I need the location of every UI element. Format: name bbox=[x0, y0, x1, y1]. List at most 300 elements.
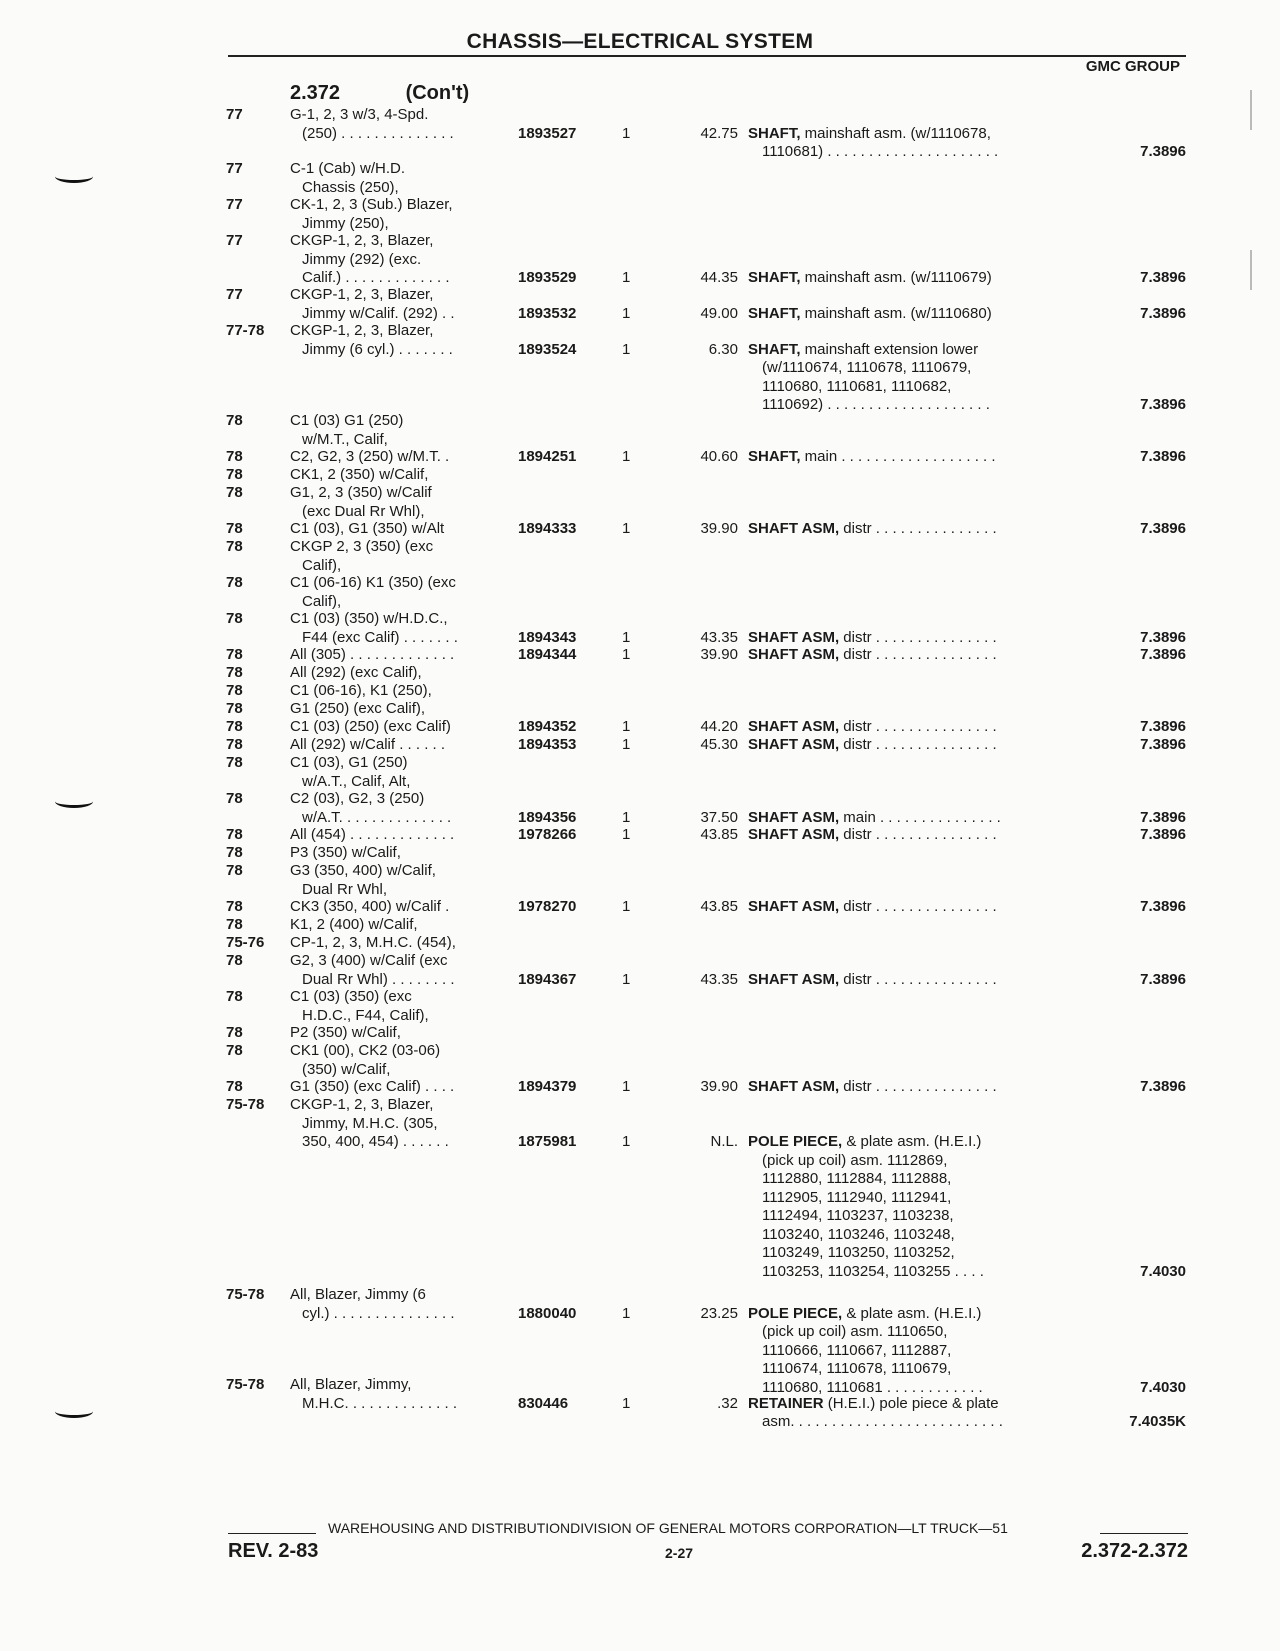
application bbox=[290, 1096, 505, 1152]
application-line: C2, G2, 3 (250) w/M.T. . bbox=[290, 448, 450, 465]
application-line: (exc Dual Rr Whl), bbox=[302, 502, 425, 520]
part-name: RETAINER bbox=[748, 1394, 824, 1412]
quantity: 1 bbox=[622, 1078, 631, 1095]
description-text: mainshaft asm. (w/1110680) bbox=[804, 304, 992, 322]
application-line: w/M.T., Calif, bbox=[302, 430, 388, 448]
group-number: 7.3896 bbox=[1140, 1078, 1186, 1095]
application bbox=[290, 574, 505, 611]
list-price: 44.20 bbox=[700, 718, 738, 735]
application-line: All (292) (exc Calif), bbox=[290, 664, 422, 681]
application bbox=[290, 682, 505, 701]
application-line: P2 (350) w/Calif, bbox=[290, 1024, 401, 1041]
group-number: 7.3896 bbox=[1140, 970, 1186, 988]
application-line: CK-1, 2, 3 (Sub.) Blazer, bbox=[290, 196, 453, 213]
application-line: G3 (350, 400) w/Calif, bbox=[290, 862, 436, 879]
application-line: CKGP 2, 3 (350) (exc bbox=[290, 538, 434, 555]
application-line: Jimmy, M.H.C. (305, bbox=[302, 1114, 438, 1132]
description bbox=[748, 826, 1068, 845]
quantity: 1 bbox=[622, 736, 631, 753]
description-text: mainshaft asm. (w/1110678, bbox=[804, 124, 991, 142]
model-year: 77-78 bbox=[226, 322, 265, 339]
part-number: 1893529 bbox=[518, 269, 577, 286]
application bbox=[290, 754, 505, 791]
quantity: 1 bbox=[622, 718, 631, 735]
part-number: 1894379 bbox=[518, 1078, 577, 1095]
application bbox=[290, 1042, 505, 1079]
model-year: 78 bbox=[226, 718, 243, 735]
description-line bbox=[748, 305, 1068, 324]
description-line: asm. . . . . . . . . . . . . . . . . . . . . . . . . . bbox=[762, 1413, 1003, 1430]
application-line: G1 (350) (exc Calif) . . . . bbox=[290, 1078, 455, 1095]
application-line: w/A.T., Calif, Alt, bbox=[302, 772, 411, 790]
application bbox=[290, 952, 505, 989]
footer-revision: REV. 2-83 bbox=[228, 1540, 319, 1562]
part-name: SHAFT, bbox=[748, 304, 801, 322]
description-line bbox=[748, 629, 1068, 648]
part-number: 1893532 bbox=[518, 304, 577, 322]
application-line: CKGP-1, 2, 3, Blazer, bbox=[290, 232, 434, 249]
description bbox=[748, 898, 1068, 917]
application-line: Chassis (250), bbox=[302, 178, 399, 196]
description-text: distr . . . . . . . . . . . . . . . bbox=[843, 520, 997, 537]
part-number: 1894343 bbox=[518, 628, 577, 646]
application-line: CK3 (350, 400) w/Calif . bbox=[290, 898, 450, 915]
list-price: 6.30 bbox=[708, 340, 738, 358]
part-name: SHAFT, bbox=[748, 448, 801, 465]
part-number: 830446 bbox=[518, 1394, 569, 1412]
description-line bbox=[748, 826, 1068, 845]
model-year: 78 bbox=[226, 466, 243, 483]
description-line: 1110666, 1110667, 1112887, bbox=[762, 1341, 952, 1359]
group-number: 7.3896 bbox=[1140, 269, 1186, 286]
description-line: 1103240, 1103246, 1103248, bbox=[762, 1225, 955, 1243]
description-line: 1110680, 1110681, 1110682, bbox=[762, 377, 952, 395]
application bbox=[290, 862, 505, 899]
description-line bbox=[748, 1133, 1068, 1152]
scan-artifact bbox=[1250, 250, 1252, 290]
model-year: 78 bbox=[226, 898, 243, 915]
application-line: CK1 (00), CK2 (03-06) bbox=[290, 1042, 441, 1059]
quantity: 1 bbox=[622, 340, 631, 358]
part-name: SHAFT, bbox=[748, 124, 801, 142]
quantity: 1 bbox=[622, 1394, 631, 1412]
part-name: POLE PIECE, bbox=[748, 1304, 843, 1322]
description-line: 1103253, 1103254, 1103255 . . . . bbox=[762, 1262, 984, 1280]
application-line: C1 (03) (350) (exc bbox=[290, 988, 412, 1005]
application-line: CKGP-1, 2, 3, Blazer, bbox=[290, 322, 434, 339]
description-text: distr . . . . . . . . . . . . . . . bbox=[843, 898, 997, 915]
group-column-label: GMC GROUP bbox=[1085, 58, 1180, 75]
description-text: (H.E.I.) pole piece & plate bbox=[827, 1394, 999, 1412]
binding-mark bbox=[55, 795, 95, 805]
binding-mark bbox=[55, 1405, 95, 1415]
part-name: SHAFT ASM, bbox=[748, 826, 840, 843]
application-line: C1 (03), G1 (250) bbox=[290, 754, 408, 771]
description-text: mainshaft extension lower bbox=[804, 340, 979, 358]
quantity: 1 bbox=[622, 304, 631, 322]
application-line: Dual Rr Whl, bbox=[302, 880, 388, 898]
group-number: 7.3896 bbox=[1140, 826, 1186, 843]
application bbox=[290, 790, 505, 827]
description bbox=[748, 305, 1068, 324]
model-year: 78 bbox=[226, 826, 243, 843]
group-number: 7.3896 bbox=[1140, 520, 1186, 537]
description-line bbox=[748, 125, 1068, 144]
description bbox=[748, 629, 1068, 648]
model-year: 78 bbox=[226, 664, 243, 681]
description-text: distr . . . . . . . . . . . . . . . bbox=[843, 736, 997, 753]
application bbox=[290, 700, 505, 719]
description-line bbox=[748, 448, 1068, 467]
description-line bbox=[748, 1395, 1068, 1414]
footer-publisher: WAREHOUSING AND DISTRIBUTIONDIVISION OF GENERAL MOTORS CORPORATION—LT TRUCK—51 bbox=[328, 1520, 1008, 1536]
group-number: 7.3896 bbox=[1140, 304, 1186, 322]
list-price: 39.90 bbox=[700, 1078, 738, 1095]
model-year: 78 bbox=[226, 682, 243, 699]
application bbox=[290, 232, 505, 288]
quantity: 1 bbox=[622, 970, 631, 988]
description bbox=[748, 1305, 1068, 1398]
section-continued: (Con't) bbox=[405, 82, 470, 104]
description-line: 1112905, 1112940, 1112941, bbox=[762, 1188, 952, 1206]
list-price: 43.35 bbox=[700, 970, 738, 988]
application-line: All, Blazer, Jimmy (6 bbox=[290, 1286, 426, 1303]
description-line bbox=[748, 520, 1068, 539]
description-line: 1112880, 1112884, 1112888, bbox=[762, 1170, 952, 1187]
application-line: H.D.C., F44, Calif), bbox=[302, 1006, 429, 1024]
application-line: CK1, 2 (350) w/Calif, bbox=[290, 466, 429, 483]
application-line: (250) . . . . . . . . . . . . . . bbox=[302, 124, 454, 142]
model-year: 78 bbox=[226, 736, 243, 753]
quantity: 1 bbox=[622, 1304, 631, 1322]
application-line: G1 (250) (exc Calif), bbox=[290, 700, 426, 717]
part-number: 1894356 bbox=[518, 808, 577, 826]
description-text: distr . . . . . . . . . . . . . . . bbox=[843, 646, 997, 663]
model-year: 78 bbox=[226, 862, 243, 879]
list-price: .32 bbox=[717, 1394, 738, 1412]
group-number: 7.4030 bbox=[1140, 1262, 1186, 1280]
model-year: 78 bbox=[226, 916, 243, 933]
part-name: SHAFT ASM, bbox=[748, 970, 840, 988]
application-line: (350) w/Calif, bbox=[302, 1060, 391, 1078]
quantity: 1 bbox=[622, 646, 631, 663]
application-line: Jimmy (292) (exc. bbox=[302, 250, 422, 268]
description bbox=[748, 448, 1068, 467]
description bbox=[748, 971, 1068, 990]
part-name: POLE PIECE, bbox=[748, 1133, 843, 1150]
group-number: 7.3896 bbox=[1140, 448, 1186, 465]
part-name: SHAFT ASM, bbox=[748, 646, 840, 663]
description-line bbox=[748, 809, 1068, 828]
application bbox=[290, 1078, 505, 1097]
model-year: 78 bbox=[226, 700, 243, 717]
model-year: 78 bbox=[226, 520, 243, 537]
group-number: 7.3896 bbox=[1140, 808, 1186, 826]
description-text: mainshaft asm. (w/1110679) bbox=[804, 269, 992, 286]
group-number: 7.3896 bbox=[1140, 396, 1186, 413]
quantity: 1 bbox=[622, 269, 631, 286]
part-number: 1893527 bbox=[518, 124, 577, 142]
application-line: C1 (03) (350) w/H.D.C., bbox=[290, 610, 448, 627]
model-year: 78 bbox=[226, 574, 243, 591]
part-name: SHAFT ASM, bbox=[748, 718, 840, 735]
application-line: C1 (03) G1 (250) bbox=[290, 412, 404, 429]
part-number: 1893524 bbox=[518, 340, 577, 358]
quantity: 1 bbox=[622, 124, 631, 142]
part-number: 1894352 bbox=[518, 718, 577, 735]
model-year: 78 bbox=[226, 1042, 243, 1059]
model-year: 78 bbox=[226, 412, 243, 429]
description-line bbox=[748, 736, 1068, 755]
application-line: 350, 400, 454) . . . . . . bbox=[302, 1133, 449, 1150]
application bbox=[290, 664, 505, 683]
quantity: 1 bbox=[622, 448, 631, 465]
application-line: G1, 2, 3 (350) w/Calif bbox=[290, 484, 432, 501]
application bbox=[290, 412, 505, 449]
list-price: N.L. bbox=[710, 1133, 738, 1150]
group-number: 7.3896 bbox=[1140, 628, 1186, 646]
application bbox=[290, 196, 505, 233]
model-year: 78 bbox=[226, 484, 243, 501]
description bbox=[748, 341, 1068, 415]
application-line: All (305) . . . . . . . . . . . . . bbox=[290, 646, 455, 663]
footer-rule-left bbox=[228, 1533, 316, 1534]
application-line: CKGP-1, 2, 3, Blazer, bbox=[290, 286, 434, 303]
binding-mark bbox=[55, 170, 95, 180]
model-year: 75-78 bbox=[226, 1096, 265, 1113]
application bbox=[290, 1286, 505, 1323]
part-number: 1894333 bbox=[518, 520, 577, 537]
description-text: main . . . . . . . . . . . . . . . bbox=[843, 808, 1001, 826]
application-line: G2, 3 (400) w/Calif (exc bbox=[290, 952, 448, 969]
description-line: 1110674, 1110678, 1110679, bbox=[762, 1360, 952, 1377]
application-line: All, Blazer, Jimmy, bbox=[290, 1376, 412, 1393]
part-name: SHAFT ASM, bbox=[748, 808, 840, 826]
application-line: Calif.) . . . . . . . . . . . . . bbox=[302, 269, 450, 286]
application bbox=[290, 988, 505, 1025]
application bbox=[290, 736, 505, 755]
group-number: 7.3896 bbox=[1140, 646, 1186, 663]
quantity: 1 bbox=[622, 628, 631, 646]
model-year: 77 bbox=[226, 160, 243, 177]
application-line: cyl.) . . . . . . . . . . . . . . . bbox=[302, 1304, 455, 1322]
section-number: 2.372 bbox=[290, 82, 341, 104]
list-price: 37.50 bbox=[700, 808, 738, 826]
model-year: 78 bbox=[226, 952, 243, 969]
model-year: 78 bbox=[226, 610, 243, 627]
description-text: & plate asm. (H.E.I.) bbox=[846, 1133, 982, 1150]
description-text: distr . . . . . . . . . . . . . . . bbox=[843, 970, 997, 988]
application-line: C-1 (Cab) w/H.D. bbox=[290, 160, 406, 177]
model-year: 78 bbox=[226, 1024, 243, 1041]
application-line: Jimmy w/Calif. (292) . . bbox=[302, 304, 455, 322]
application bbox=[290, 448, 505, 467]
application-line: C1 (06-16) K1 (350) (exc bbox=[290, 574, 456, 591]
description bbox=[748, 1078, 1068, 1097]
model-year: 78 bbox=[226, 448, 243, 465]
application-line: K1, 2 (400) w/Calif, bbox=[290, 916, 418, 933]
quantity: 1 bbox=[622, 826, 631, 843]
scan-artifact bbox=[1250, 90, 1252, 130]
description-text: distr . . . . . . . . . . . . . . . bbox=[843, 628, 997, 646]
list-price: 40.60 bbox=[700, 448, 738, 465]
part-number: 1875981 bbox=[518, 1133, 577, 1150]
description bbox=[748, 736, 1068, 755]
application-line: C1 (06-16), K1 (250), bbox=[290, 682, 432, 699]
group-number: 7.3896 bbox=[1140, 718, 1186, 735]
application bbox=[290, 826, 505, 845]
application bbox=[290, 322, 505, 359]
model-year: 77 bbox=[226, 286, 243, 303]
application-line: P3 (350) w/Calif, bbox=[290, 844, 401, 861]
model-year: 78 bbox=[226, 790, 243, 807]
application bbox=[290, 520, 505, 539]
application-line: C1 (03) (250) (exc Calif) bbox=[290, 718, 451, 735]
application-line: Calif), bbox=[302, 556, 342, 574]
description-line bbox=[748, 341, 1068, 360]
list-price: 43.35 bbox=[700, 628, 738, 646]
part-name: SHAFT, bbox=[748, 269, 801, 286]
application-line: C2 (03), G2, 3 (250) bbox=[290, 790, 425, 807]
description-line bbox=[748, 718, 1068, 737]
description bbox=[748, 646, 1068, 665]
model-year: 75-78 bbox=[226, 1376, 265, 1393]
footer-rule-right bbox=[1100, 1533, 1188, 1534]
list-price: 39.90 bbox=[700, 646, 738, 663]
list-price: 45.30 bbox=[700, 736, 738, 753]
footer-section-range: 2.372-2.372 bbox=[1081, 1540, 1188, 1562]
quantity: 1 bbox=[622, 808, 631, 826]
page-title: CHASSIS—ELECTRICAL SYSTEM bbox=[466, 30, 814, 53]
description bbox=[748, 1395, 1068, 1432]
application bbox=[290, 1024, 505, 1043]
application bbox=[290, 898, 505, 917]
model-year: 75-76 bbox=[226, 934, 265, 951]
description-line: (w/1110674, 1110678, 1110679, bbox=[762, 359, 972, 376]
application bbox=[290, 1376, 505, 1413]
part-number: 1894353 bbox=[518, 736, 577, 753]
list-price: 43.85 bbox=[700, 898, 738, 915]
application-line: Dual Rr Whl) . . . . . . . . bbox=[302, 970, 455, 988]
application-line: Jimmy (6 cyl.) . . . . . . . bbox=[302, 340, 453, 358]
group-number: 7.3896 bbox=[1140, 898, 1186, 915]
description-line: 1110692) . . . . . . . . . . . . . . . . . . . . bbox=[762, 396, 990, 413]
application-line: F44 (exc Calif) . . . . . . . bbox=[302, 628, 458, 646]
description-line: 1103249, 1103250, 1103252, bbox=[762, 1244, 955, 1261]
description-text: distr . . . . . . . . . . . . . . . bbox=[843, 718, 997, 735]
part-number: 1978270 bbox=[518, 898, 577, 915]
application bbox=[290, 160, 505, 197]
application-line: M.H.C. . . . . . . . . . . . . . bbox=[302, 1394, 458, 1412]
application-line: w/A.T. . . . . . . . . . . . . . bbox=[302, 808, 452, 826]
application-line: CP-1, 2, 3, M.H.C. (454), bbox=[290, 934, 456, 951]
description bbox=[748, 718, 1068, 737]
application-line: All (454) . . . . . . . . . . . . . bbox=[290, 826, 455, 843]
model-year: 78 bbox=[226, 988, 243, 1005]
application bbox=[290, 538, 505, 575]
description bbox=[748, 1133, 1068, 1281]
model-year: 77 bbox=[226, 106, 243, 123]
group-number: 7.3896 bbox=[1140, 736, 1186, 753]
part-name: SHAFT ASM, bbox=[748, 520, 840, 537]
list-price: 49.00 bbox=[700, 304, 738, 322]
group-number: 7.4030 bbox=[1140, 1378, 1186, 1396]
part-number: 1978266 bbox=[518, 826, 577, 843]
description-line bbox=[748, 1305, 1068, 1324]
model-year: 78 bbox=[226, 646, 243, 663]
description bbox=[748, 809, 1068, 828]
description-line: 1110680, 1110681 . . . . . . . . . . . . bbox=[762, 1378, 983, 1396]
list-price: 42.75 bbox=[700, 124, 738, 142]
description bbox=[748, 125, 1068, 162]
description-line: (pick up coil) asm. 1112869, bbox=[762, 1151, 948, 1169]
application-line: Jimmy (250), bbox=[302, 214, 389, 232]
model-year: 77 bbox=[226, 196, 243, 213]
application-line: G-1, 2, 3 w/3, 4-Spd. bbox=[290, 106, 429, 123]
group-number: 7.3896 bbox=[1140, 143, 1186, 160]
application bbox=[290, 466, 505, 485]
application-line: C1 (03), G1 (350) w/Alt bbox=[290, 520, 445, 537]
application bbox=[290, 844, 505, 863]
application-line: All (292) w/Calif . . . . . . bbox=[290, 736, 446, 753]
application-line: CKGP-1, 2, 3, Blazer, bbox=[290, 1096, 434, 1113]
part-name: SHAFT ASM, bbox=[748, 628, 840, 646]
description-line: 1112494, 1103237, 1103238, bbox=[762, 1207, 954, 1224]
description bbox=[748, 269, 1068, 288]
description-line bbox=[748, 1078, 1068, 1097]
quantity: 1 bbox=[622, 1133, 631, 1150]
application bbox=[290, 646, 505, 665]
description-line bbox=[748, 971, 1068, 990]
model-year: 77 bbox=[226, 232, 243, 249]
part-name: SHAFT, bbox=[748, 340, 801, 358]
application bbox=[290, 106, 505, 143]
description-line bbox=[748, 898, 1068, 917]
part-number: 1894367 bbox=[518, 970, 577, 988]
footer-page-number: 2-27 bbox=[665, 1545, 694, 1561]
description-line bbox=[748, 646, 1068, 665]
description-text: distr . . . . . . . . . . . . . . . bbox=[843, 826, 997, 843]
list-price: 39.90 bbox=[700, 520, 738, 537]
description-text: distr . . . . . . . . . . . . . . . bbox=[843, 1078, 997, 1095]
description bbox=[748, 520, 1068, 539]
part-name: SHAFT ASM, bbox=[748, 736, 840, 753]
list-price: 44.35 bbox=[700, 269, 738, 286]
description-text: & plate asm. (H.E.I.) bbox=[846, 1304, 982, 1322]
application bbox=[290, 610, 505, 647]
application bbox=[290, 484, 505, 521]
model-year: 78 bbox=[226, 754, 243, 771]
quantity: 1 bbox=[622, 520, 631, 537]
application bbox=[290, 916, 505, 935]
description-text: main . . . . . . . . . . . . . . . . . . . bbox=[804, 448, 996, 465]
part-number: 1880040 bbox=[518, 1304, 577, 1322]
application bbox=[290, 718, 505, 737]
quantity: 1 bbox=[622, 898, 631, 915]
model-year: 75-78 bbox=[226, 1286, 265, 1303]
part-number: 1894251 bbox=[518, 448, 577, 465]
description-line bbox=[748, 269, 1068, 288]
part-name: SHAFT ASM, bbox=[748, 898, 840, 915]
application bbox=[290, 286, 505, 323]
group-number: 7.4035K bbox=[1129, 1413, 1186, 1430]
part-name: SHAFT ASM, bbox=[748, 1078, 840, 1095]
part-number: 1894344 bbox=[518, 646, 577, 663]
model-year: 78 bbox=[226, 538, 243, 555]
model-year: 78 bbox=[226, 844, 243, 861]
description-line: 1110681) . . . . . . . . . . . . . . . . . . . . . bbox=[762, 143, 999, 160]
list-price: 43.85 bbox=[700, 826, 738, 843]
